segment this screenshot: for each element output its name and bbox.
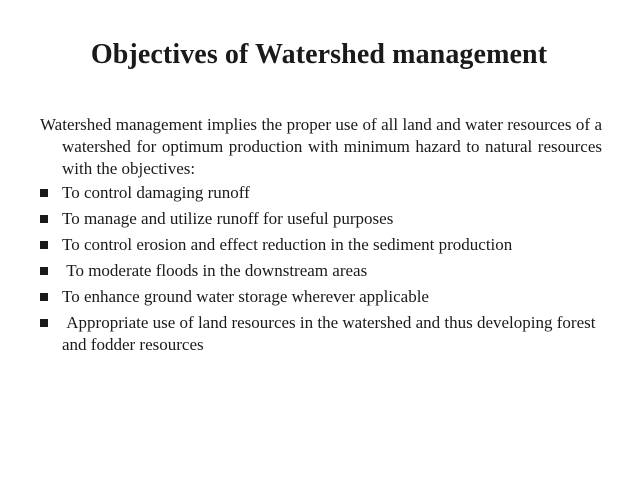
list-item (40, 232, 602, 258)
list-item (40, 284, 602, 310)
square-bullet-icon (40, 215, 48, 223)
square-bullet-icon (40, 241, 48, 249)
intro-paragraph: Watershed management implies the proper use of all land and water resources of a watershed for optimum production with minimum hazard to natural resources with the objectives: (40, 115, 602, 178)
list-item-text: To moderate floods in the downstream areas (62, 261, 368, 280)
objectives-list (40, 180, 602, 356)
list-item (40, 312, 602, 356)
list-item (40, 206, 602, 232)
list-item-text: Appropriate use of land resources in the watershed and thus developing forest and fodder resources (62, 313, 600, 354)
slide-title: Objectives of Watershed management (90, 39, 548, 70)
square-bullet-icon (40, 267, 48, 275)
square-bullet-icon (40, 319, 48, 327)
slide-body (40, 114, 602, 356)
list-item-text: To control damaging runoff (62, 183, 250, 202)
square-bullet-icon (40, 189, 48, 197)
list-item-text: To manage and utilize runoff for useful purposes (62, 209, 394, 228)
list-item-text: To control erosion and effect reduction in the sediment production (62, 235, 513, 254)
square-bullet-icon (40, 293, 48, 301)
list-item (40, 180, 602, 206)
list-item-text: To enhance ground water storage wherever applicable (62, 287, 429, 306)
list-item (40, 258, 602, 284)
